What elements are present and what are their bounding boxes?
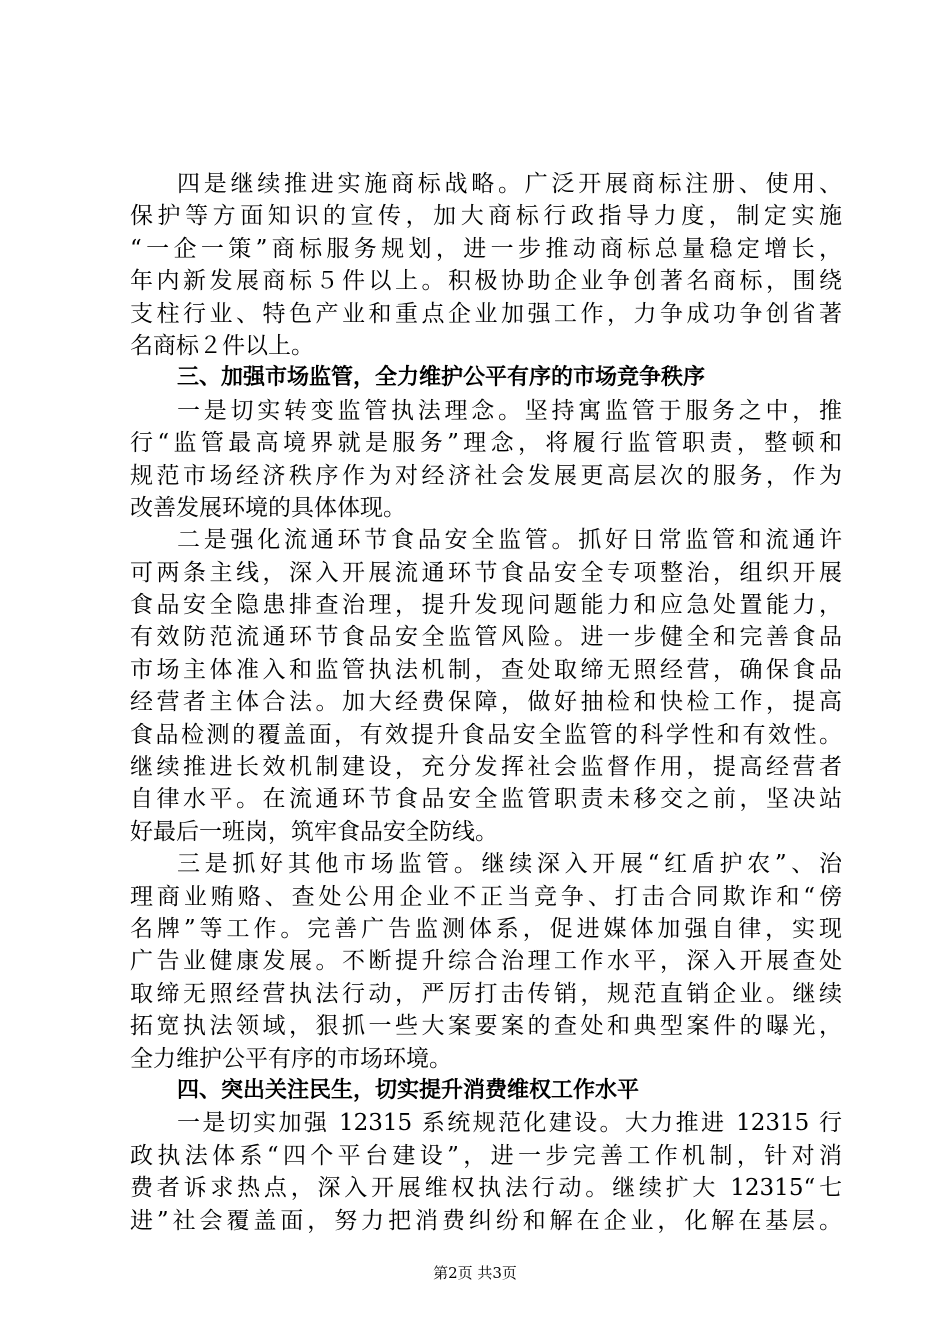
section-heading: 四、突出关注民生，切实提升消费维权工作水平 [177, 1077, 640, 1103]
text-line: 市场主体准入和监管执法机制，查处取缔无照经营，确保食品 [130, 656, 842, 683]
text-line: 继续推进长效机制建设，充分发挥社会监督作用，提高经营者 [130, 754, 842, 781]
text-line: 一是切实加强 12315 系统规范化建设。大力推进 12315 行 [177, 1110, 842, 1137]
text-line: 三是抓好其他市场监管。继续深入开展“红盾护农”、治 [177, 851, 842, 878]
text-line: 有效防范流通环节食品安全监管风险。进一步健全和完善食品 [130, 624, 842, 651]
text-line: 年内新发展商标５件以上。积极协助企业争创著名商标，围绕 [130, 268, 842, 295]
text-line: 食品检测的覆盖面，有效提升食品安全监管的科学性和有效性。 [130, 721, 842, 748]
text-line: 好最后一班岗，筑牢食品安全防线。 [130, 818, 498, 845]
section-heading: 三、加强市场监管，全力维护公平有序的市场竞争秩序 [177, 365, 706, 391]
text-line: 拓宽执法领域，狠抓一些大案要案的查处和典型案件的曝光， [130, 1013, 842, 1040]
text-line: 可两条主线，深入开展流通环节食品安全专项整治，组织开展 [130, 559, 842, 586]
text-line: 名商标２件以上。 [130, 332, 314, 359]
text-line: 理商业贿赂、查处公用企业不正当竞争、打击合同欺诈和“傍 [130, 883, 842, 910]
text-line: 规范市场经济秩序作为对经济社会发展更高层次的服务，作为 [130, 462, 842, 489]
text-line: 进”社会覆盖面，努力把消费纠纷和解在企业，化解在基层。 [130, 1207, 842, 1234]
text-line: 改善发展环境的具体体现。 [130, 494, 406, 521]
text-line: 取缔无照经营执法行动，严厉打击传销，规范直销企业。继续 [130, 980, 842, 1007]
text-line: 经营者主体合法。加大经费保障，做好抽检和快检工作，提高 [130, 689, 842, 716]
text-line: 四是继续推进实施商标战略。广泛开展商标注册、使用、 [177, 171, 842, 197]
text-line: 自律水平。在流通环节食品安全监管职责未移交之前，坚决站 [130, 786, 842, 813]
text-line: 食品安全隐患排查治理，提升发现问题能力和应急处置能力， [130, 592, 842, 619]
document-body [130, 168, 842, 1237]
text-line: 政执法体系“四个平台建设”，进一步完善工作机制，针对消 [130, 1142, 842, 1169]
text-line: 费者诉求热点，深入开展维权执法行动。继续扩大 12315“七 [130, 1175, 842, 1202]
text-line: 保护等方面知识的宣传，加大商标行政指导力度，制定实施 [130, 203, 842, 230]
text-line: 二是强化流通环节食品安全监管。抓好日常监管和流通许 [177, 527, 842, 554]
text-line: 全力维护公平有序的市场环境。 [130, 1045, 452, 1072]
text-line: 一是切实转变监管执法理念。坚持寓监管于服务之中，推 [177, 397, 842, 424]
text-line: 行“监管最高境界就是服务”理念，将履行监管职责，整顿和 [130, 430, 842, 457]
text-line: “一企一策”商标服务规划，进一步推动商标总量稳定增长， [130, 235, 842, 262]
text-line: 支柱行业、特色产业和重点企业加强工作，力争成功争创省著 [130, 300, 842, 327]
page-footer: 第2页 共3页 [433, 1264, 517, 1282]
text-line: 广告业健康发展。不断提升综合治理工作水平，深入开展查处 [130, 948, 842, 975]
text-line: 名牌”等工作。完善广告监测体系，促进媒体加强自律，实现 [130, 915, 842, 942]
